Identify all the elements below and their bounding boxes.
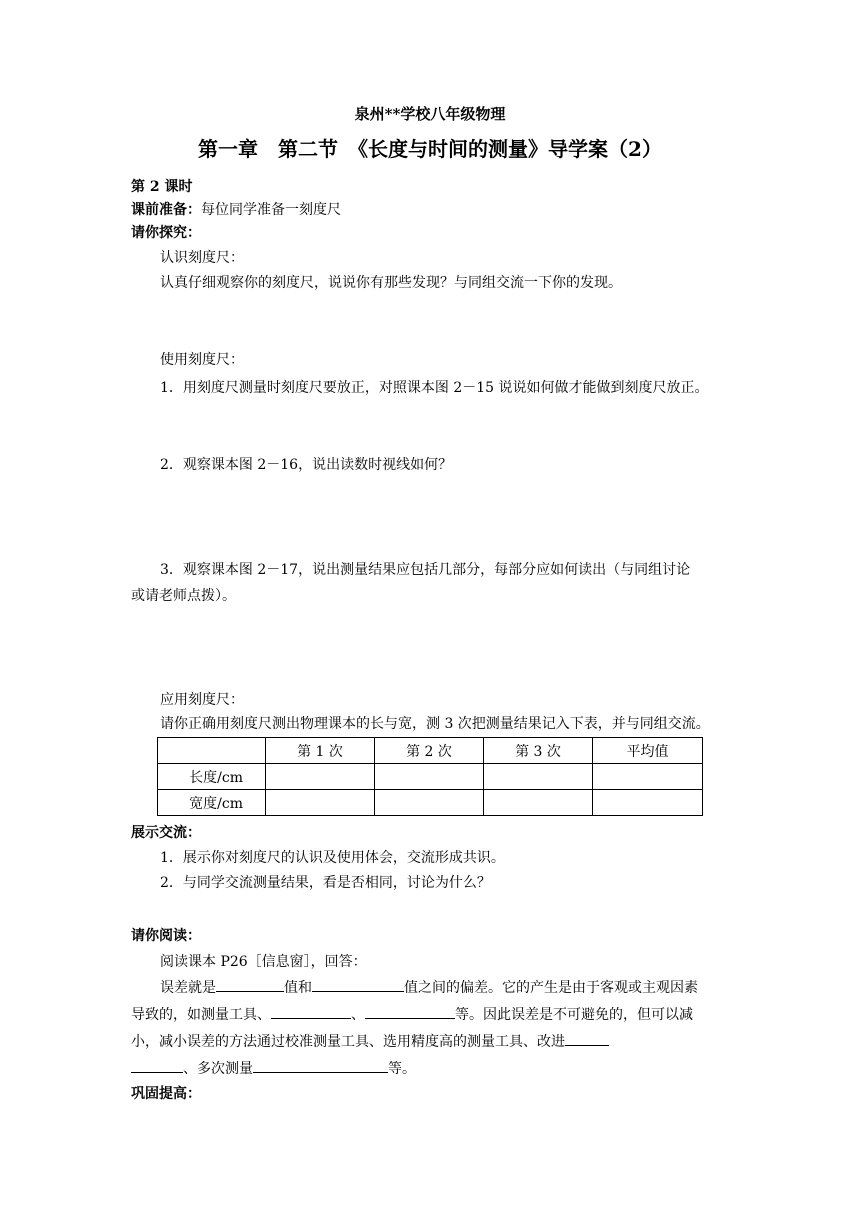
fill-blank[interactable] <box>253 1058 388 1073</box>
error-line-3 <box>131 1031 609 1052</box>
row-label-length: 长度/cm <box>158 764 266 790</box>
fill-blank[interactable] <box>271 1004 351 1019</box>
table-cell[interactable] <box>593 790 703 816</box>
apply-ruler-text: 请你正确用刻度尺测出物理课本的长与宽，测 3 次把测量结果记入下表，并与同组交流。 <box>160 716 710 732</box>
row-label-width: 宽度/cm <box>158 790 266 816</box>
know-ruler-text: 认真仔细观察你的刻度尺，说说你有那些发现？与同组交流一下你的发现。 <box>160 275 622 291</box>
share-item-2: 2．与同学交流测量结果，看是否相同，讨论为什么？ <box>160 875 491 891</box>
column-header-2: 第 2 次 <box>375 738 484 764</box>
error-text: 值和 <box>284 980 312 996</box>
table-header-row <box>158 738 703 764</box>
question-3-line-2: 或请老师点拨）。 <box>131 588 236 604</box>
fill-blank[interactable] <box>365 1004 455 1019</box>
lesson-label: 第 2 课时 <box>131 179 193 195</box>
prep-text: 每位同学准备一刻度尺 <box>201 202 341 218</box>
table-row <box>158 790 703 816</box>
error-line-4 <box>131 1058 416 1079</box>
table-cell[interactable] <box>484 764 593 790</box>
table-cell[interactable] <box>266 790 375 816</box>
error-text: 导致的，如测量工具、 <box>131 1007 271 1023</box>
know-ruler-title: 认识刻度尺： <box>160 250 244 266</box>
consolidate-heading: 巩固提高： <box>131 1086 201 1102</box>
apply-ruler-title: 应用刻度尺： <box>160 692 244 708</box>
question-2: 2．观察课本图 2－16，说出读数时视线如何？ <box>160 457 453 473</box>
error-text: 小，减小误差的方法通过校准测量工具、选用精度高的测量工具、改进 <box>131 1034 565 1050</box>
school-header: 泉州**学校八年级物理 <box>354 105 506 123</box>
use-ruler-title: 使用刻度尺： <box>160 352 244 368</box>
page-title: 第一章 第二节 《长度与时间的测量》导学案（2） <box>198 137 662 161</box>
error-line-1 <box>160 977 698 998</box>
column-header-3: 第 3 次 <box>484 738 593 764</box>
error-text: 等。因此误差是不可避免的，但可以减 <box>455 1007 693 1023</box>
table-cell[interactable] <box>593 764 703 790</box>
read-heading: 请你阅读： <box>131 928 201 944</box>
table-cell[interactable] <box>484 790 593 816</box>
prep-line <box>131 200 341 220</box>
share-item-1: 1．展示你对刻度尺的认识及使用体会，交流形成共识。 <box>160 850 505 866</box>
fill-blank[interactable] <box>565 1031 609 1046</box>
error-text: 等。 <box>388 1061 416 1077</box>
table-corner-cell <box>158 738 266 764</box>
question-3-line-1: 3．观察课本图 2－17，说出测量结果应包括几部分，每部分应如何读出（与同组讨论 <box>160 562 691 578</box>
error-text: 误差就是 <box>160 980 216 996</box>
table-cell[interactable] <box>375 764 484 790</box>
error-line-2 <box>131 1004 693 1025</box>
measurement-table <box>157 737 703 816</box>
error-text: 、多次测量 <box>183 1061 253 1077</box>
table-row <box>158 764 703 790</box>
question-1: 1．用刻度尺测量时刻度尺要放正，对照课本图 2－15 说说如何做才能做到刻度尺放正。 <box>160 380 709 396</box>
table-cell[interactable] <box>375 790 484 816</box>
explore-heading: 请你探究： <box>131 225 201 241</box>
prep-label: 课前准备： <box>131 202 201 218</box>
fill-blank[interactable] <box>131 1058 183 1073</box>
fill-blank[interactable] <box>312 977 404 992</box>
column-header-1: 第 1 次 <box>266 738 375 764</box>
share-heading: 展示交流： <box>131 825 201 841</box>
error-text: 、 <box>351 1007 365 1023</box>
fill-blank[interactable] <box>216 977 284 992</box>
read-intro: 阅读课本 P26［信息窗］，回答： <box>160 954 367 970</box>
error-text: 值之间的偏差。它的产生是由于客观或主观因素 <box>404 980 698 996</box>
table-cell[interactable] <box>266 764 375 790</box>
column-header-average: 平均值 <box>593 738 703 764</box>
